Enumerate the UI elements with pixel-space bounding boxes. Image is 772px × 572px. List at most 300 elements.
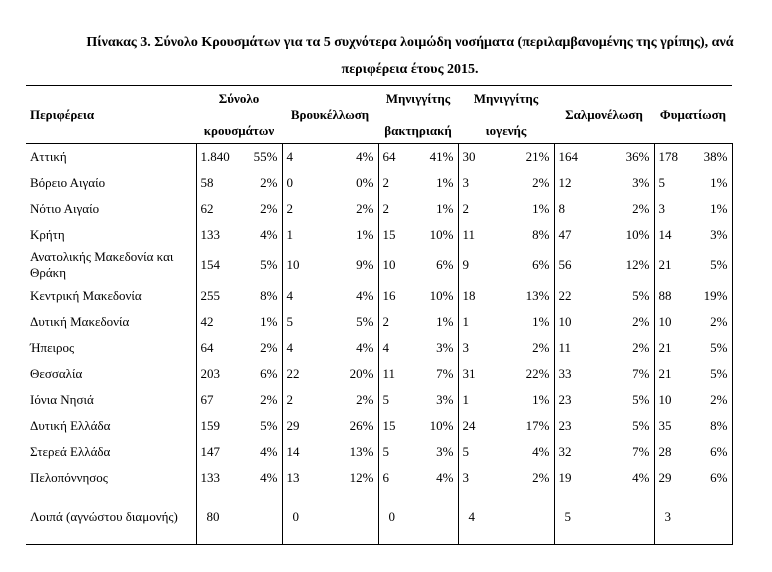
- case-percent: 13%: [349, 443, 374, 459]
- value-pair: [555, 149, 654, 165]
- value-cell: [458, 387, 554, 413]
- value-cell: [654, 465, 732, 491]
- case-percent: 3%: [436, 339, 454, 355]
- case-percent: 4%: [356, 339, 374, 355]
- region-name: Λοιπά (αγνώστου διαμονής): [30, 509, 178, 525]
- case-count: 29: [658, 469, 672, 485]
- case-percent: 19%: [703, 287, 728, 303]
- value-pair: [655, 509, 732, 525]
- value-cell: [378, 465, 458, 491]
- case-count: 5: [382, 443, 389, 459]
- value-pair: [283, 175, 378, 191]
- case-percent: 2%: [710, 313, 728, 329]
- cases-table: [26, 85, 733, 545]
- case-percent: 5%: [710, 339, 728, 355]
- value-cell: [554, 309, 654, 335]
- value-pair: [379, 227, 458, 243]
- value-pair: [379, 288, 458, 304]
- table-row: [26, 283, 732, 309]
- case-count: 3: [462, 339, 469, 355]
- case-count: 19: [558, 469, 572, 485]
- value-cell: [654, 196, 732, 222]
- value-pair: [555, 509, 654, 525]
- region-name: Θεσσαλία: [30, 365, 83, 381]
- case-count: 23: [558, 391, 572, 407]
- case-count: 4: [286, 287, 293, 303]
- value-pair: [655, 470, 732, 486]
- table-row: [26, 335, 732, 361]
- case-percent: 4%: [356, 287, 374, 303]
- case-count: 203: [200, 365, 220, 381]
- value-cell: [378, 144, 458, 170]
- case-percent: 3%: [710, 226, 728, 242]
- table-row: [26, 491, 732, 545]
- value-pair: [379, 175, 458, 191]
- case-percent: 6%: [710, 469, 728, 485]
- case-percent: 5%: [260, 417, 278, 433]
- value-cell: [196, 465, 282, 491]
- region-name: Νότιο Αιγαίο: [30, 200, 100, 216]
- value-pair: [655, 340, 732, 356]
- value-pair: [197, 288, 282, 304]
- case-percent: 3%: [436, 391, 454, 407]
- value-cell: [654, 413, 732, 439]
- case-count: 11: [382, 365, 396, 381]
- case-count: 8: [558, 200, 565, 216]
- value-pair: [459, 227, 554, 243]
- case-count: 14: [286, 443, 300, 459]
- case-percent: 2%: [710, 391, 728, 407]
- case-percent: 8%: [260, 287, 278, 303]
- value-pair: [555, 314, 654, 330]
- value-cell: [654, 439, 732, 465]
- header-salmonellosis: Σαλμονέλωση: [565, 106, 643, 122]
- case-count: 2: [382, 200, 389, 216]
- value-cell: [554, 491, 654, 545]
- case-count: 42: [200, 313, 214, 329]
- case-percent: 12%: [349, 469, 374, 485]
- case-count: 64: [200, 339, 214, 355]
- value-pair: [197, 340, 282, 356]
- case-percent: 10%: [429, 226, 454, 242]
- case-percent: 1%: [260, 313, 278, 329]
- case-count: 21: [658, 339, 672, 355]
- case-percent: 36%: [625, 148, 650, 164]
- header-tuberculosis: Φυματίωση: [659, 106, 727, 122]
- case-percent: 4%: [532, 443, 550, 459]
- value-pair: [655, 201, 732, 217]
- value-pair: [555, 175, 654, 191]
- case-count: 9: [462, 257, 469, 272]
- value-pair: [655, 288, 732, 304]
- value-pair: [283, 288, 378, 304]
- case-percent: 1%: [436, 313, 454, 329]
- value-cell: [196, 413, 282, 439]
- case-count: 10: [558, 313, 572, 329]
- case-percent: 4%: [436, 469, 454, 485]
- case-percent: 1%: [436, 174, 454, 190]
- case-percent: 2%: [532, 174, 550, 190]
- case-percent: 3%: [436, 443, 454, 459]
- case-count: 67: [200, 391, 214, 407]
- case-percent: 7%: [632, 365, 650, 381]
- value-cell: [282, 196, 378, 222]
- case-percent: 5%: [260, 257, 278, 272]
- value-pair: [459, 444, 554, 460]
- value-cell: [282, 387, 378, 413]
- value-cell: [378, 309, 458, 335]
- header-region: Περιφέρεια: [30, 106, 95, 122]
- value-cell: [654, 387, 732, 413]
- value-pair: [379, 201, 458, 217]
- case-count: 2: [286, 391, 293, 407]
- header-menv-line2: ιογενής: [485, 122, 527, 138]
- case-count: 10: [382, 257, 396, 272]
- value-pair: [379, 444, 458, 460]
- case-count: 16: [382, 287, 396, 303]
- value-cell: [554, 144, 654, 170]
- case-count: 255: [200, 287, 220, 303]
- case-percent: 5%: [632, 287, 650, 303]
- case-count: 24: [462, 417, 476, 433]
- case-percent: 38%: [703, 148, 728, 164]
- value-cell: [196, 170, 282, 196]
- case-percent: 5%: [710, 257, 728, 272]
- value-pair: [283, 314, 378, 330]
- case-count: 164: [558, 148, 578, 164]
- value-cell: [196, 491, 282, 545]
- header-brucellosis: Βρουκέλλωση: [290, 106, 370, 122]
- value-pair: [655, 366, 732, 382]
- value-pair: [655, 444, 732, 460]
- region-name: Αττική: [30, 148, 67, 164]
- case-percent: 2%: [260, 200, 278, 216]
- header-menv-line1: Μηνιγγίτης: [473, 90, 539, 106]
- value-cell: [378, 491, 458, 545]
- value-pair: [459, 392, 554, 408]
- value-pair: [655, 227, 732, 243]
- value-pair: [283, 149, 378, 165]
- value-pair: [197, 366, 282, 382]
- value-cell: [196, 222, 282, 248]
- value-cell: [378, 387, 458, 413]
- case-count: 5: [462, 443, 469, 459]
- value-cell: [196, 144, 282, 170]
- case-count: 47: [558, 226, 572, 242]
- case-count: 31: [462, 365, 476, 381]
- value-cell: [282, 309, 378, 335]
- value-pair: [197, 257, 282, 273]
- value-pair: [655, 314, 732, 330]
- case-percent: 6%: [532, 257, 550, 272]
- value-cell: [654, 491, 732, 545]
- case-percent: 10%: [429, 417, 454, 433]
- header-total-line2: κρουσμάτων: [203, 122, 275, 138]
- region-name: Ανατολικής Μακεδονία και Θράκη: [30, 249, 174, 280]
- case-count: 2: [382, 174, 389, 190]
- value-pair: [197, 314, 282, 330]
- table-header-row: [26, 86, 732, 144]
- value-pair: [379, 392, 458, 408]
- value-cell: [654, 283, 732, 309]
- value-pair: [379, 418, 458, 434]
- value-pair: [283, 227, 378, 243]
- case-count: 15: [382, 226, 396, 242]
- value-cell: [458, 335, 554, 361]
- region-name: Ήπειρος: [30, 339, 75, 355]
- value-cell: [196, 196, 282, 222]
- case-percent: 2%: [532, 469, 550, 485]
- value-pair: [197, 418, 282, 434]
- case-percent: 4%: [260, 469, 278, 485]
- case-percent: 17%: [525, 417, 550, 433]
- value-cell: [282, 413, 378, 439]
- case-count: 10: [286, 257, 300, 272]
- value-pair: [459, 201, 554, 217]
- header-menb-line2: βακτηριακή: [384, 122, 452, 138]
- value-pair: [555, 257, 654, 273]
- case-count: 80: [206, 509, 220, 525]
- value-pair: [459, 149, 554, 165]
- case-count: 35: [658, 417, 672, 433]
- value-pair: [459, 340, 554, 356]
- header-meningitis-viral: [458, 86, 554, 144]
- value-cell: [196, 387, 282, 413]
- value-pair: [655, 418, 732, 434]
- case-count: 58: [200, 174, 214, 190]
- value-pair: [459, 288, 554, 304]
- value-pair: [555, 444, 654, 460]
- case-count: 88: [658, 287, 672, 303]
- value-cell: [654, 144, 732, 170]
- value-pair: [459, 314, 554, 330]
- case-percent: 1%: [710, 200, 728, 216]
- value-cell: [554, 170, 654, 196]
- value-cell: [654, 335, 732, 361]
- value-pair: [379, 257, 458, 273]
- table-row: [26, 361, 732, 387]
- value-cell: [282, 491, 378, 545]
- value-cell: [458, 465, 554, 491]
- case-percent: 13%: [525, 287, 550, 303]
- region-name: Κεντρική Μακεδονία: [30, 287, 142, 303]
- case-count: 0: [286, 174, 293, 190]
- case-count: 28: [658, 443, 672, 459]
- case-percent: 2%: [260, 391, 278, 407]
- case-count: 3: [462, 174, 469, 190]
- value-cell: [282, 283, 378, 309]
- value-pair: [555, 227, 654, 243]
- case-percent: 2%: [632, 313, 650, 329]
- case-count: 1: [462, 313, 469, 329]
- case-percent: 4%: [632, 469, 650, 485]
- case-percent: 2%: [356, 200, 374, 216]
- case-percent: 2%: [356, 391, 374, 407]
- table-row: [26, 387, 732, 413]
- case-percent: 8%: [710, 417, 728, 433]
- region-name: Δυτική Ελλάδα: [30, 417, 111, 433]
- value-pair: [283, 392, 378, 408]
- value-pair: [655, 392, 732, 408]
- value-cell: [458, 222, 554, 248]
- case-count: 2: [382, 313, 389, 329]
- table-row: [26, 144, 732, 170]
- region-name: Βόρειο Αιγαίο: [30, 174, 106, 190]
- case-count: 3: [658, 200, 665, 216]
- value-cell: [458, 439, 554, 465]
- value-cell: [196, 309, 282, 335]
- case-percent: 7%: [632, 443, 650, 459]
- case-count: 1: [286, 226, 293, 242]
- value-cell: [378, 170, 458, 196]
- value-pair: [555, 201, 654, 217]
- case-count: 4: [286, 148, 293, 164]
- value-pair: [655, 149, 732, 165]
- case-percent: 22%: [525, 365, 550, 381]
- value-pair: [459, 509, 554, 525]
- case-count: 178: [658, 148, 678, 164]
- case-percent: 5%: [710, 365, 728, 381]
- value-pair: [283, 470, 378, 486]
- case-percent: 8%: [532, 226, 550, 242]
- table-row: [26, 222, 732, 248]
- case-count: 62: [200, 200, 214, 216]
- case-percent: 5%: [632, 417, 650, 433]
- value-pair: [459, 257, 554, 273]
- value-cell: [282, 222, 378, 248]
- region-name: Κρήτη: [30, 226, 65, 242]
- value-cell: [196, 283, 282, 309]
- value-pair: [555, 366, 654, 382]
- value-pair: [555, 418, 654, 434]
- value-cell: [282, 248, 378, 283]
- value-pair: [197, 149, 282, 165]
- case-count: 11: [558, 339, 572, 355]
- table-row: [26, 439, 732, 465]
- value-cell: [196, 248, 282, 283]
- value-cell: [378, 283, 458, 309]
- value-pair: [197, 175, 282, 191]
- value-cell: [458, 309, 554, 335]
- value-pair: [459, 470, 554, 486]
- value-cell: [554, 361, 654, 387]
- value-cell: [654, 170, 732, 196]
- case-count: 133: [200, 226, 220, 242]
- case-percent: 1%: [532, 391, 550, 407]
- value-cell: [282, 335, 378, 361]
- value-cell: [458, 283, 554, 309]
- header-total-line1: Σύνολο: [218, 90, 260, 106]
- case-percent: 6%: [260, 365, 278, 381]
- value-cell: [654, 309, 732, 335]
- value-cell: [554, 439, 654, 465]
- case-percent: 3%: [632, 174, 650, 190]
- value-pair: [197, 227, 282, 243]
- table-caption-line-1: Πίνακας 3. Σύνολο Κρουσμάτων για τα 5 συχνότερα λοιμώδη νοσήματα (περιλαμβανομένης της γρίπης), ανά: [86, 35, 734, 50]
- value-pair: [459, 366, 554, 382]
- region-name: Ιόνια Νησιά: [30, 391, 94, 407]
- region-name: Στερεά Ελλάδα: [30, 443, 111, 459]
- case-percent: 4%: [356, 148, 374, 164]
- value-cell: [196, 335, 282, 361]
- value-pair: [283, 444, 378, 460]
- value-cell: [196, 361, 282, 387]
- case-count: 147: [200, 443, 220, 459]
- value-cell: [458, 170, 554, 196]
- value-pair: [197, 201, 282, 217]
- case-percent: 0%: [356, 174, 374, 190]
- case-count: 5: [382, 391, 389, 407]
- table-caption-line-2: περιφέρεια έτους 2015.: [341, 62, 479, 77]
- case-percent: 2%: [260, 339, 278, 355]
- value-pair: [555, 470, 654, 486]
- case-percent: 6%: [436, 257, 454, 272]
- value-pair: [197, 392, 282, 408]
- table-row: [26, 248, 732, 283]
- case-count: 15: [382, 417, 396, 433]
- value-pair: [555, 392, 654, 408]
- table-row: [26, 413, 732, 439]
- value-pair: [655, 257, 732, 273]
- value-pair: [283, 257, 378, 273]
- case-count: 23: [558, 417, 572, 433]
- value-cell: [554, 196, 654, 222]
- case-count: 14: [658, 226, 672, 242]
- table-row: [26, 309, 732, 335]
- value-cell: [554, 387, 654, 413]
- case-percent: 4%: [260, 443, 278, 459]
- case-count: 0: [388, 509, 395, 525]
- case-count: 159: [200, 417, 220, 433]
- value-pair: [197, 509, 282, 525]
- case-count: 29: [286, 417, 300, 433]
- value-pair: [197, 470, 282, 486]
- region-name: Πελοπόννησος: [30, 469, 108, 485]
- case-percent: 20%: [349, 365, 374, 381]
- value-cell: [378, 413, 458, 439]
- value-cell: [654, 361, 732, 387]
- case-count: 4: [468, 509, 475, 525]
- case-percent: 1%: [532, 313, 550, 329]
- case-count: 10: [658, 313, 672, 329]
- value-cell: [378, 439, 458, 465]
- case-percent: 6%: [710, 443, 728, 459]
- value-cell: [554, 248, 654, 283]
- value-pair: [555, 288, 654, 304]
- case-count: 2: [286, 200, 293, 216]
- case-percent: 5%: [632, 391, 650, 407]
- value-pair: [655, 175, 732, 191]
- case-count: 3: [664, 509, 671, 525]
- case-count: 32: [558, 443, 572, 459]
- value-cell: [282, 361, 378, 387]
- case-percent: 2%: [632, 200, 650, 216]
- value-cell: [378, 361, 458, 387]
- table-row: [26, 465, 732, 491]
- value-pair: [379, 314, 458, 330]
- value-cell: [378, 335, 458, 361]
- header-menb-line1: Μηνιγγίτης: [385, 90, 451, 106]
- case-percent: 1%: [532, 200, 550, 216]
- case-percent: 1%: [710, 174, 728, 190]
- case-count: 3: [462, 469, 469, 485]
- case-count: 1.840: [200, 148, 230, 164]
- value-cell: [282, 170, 378, 196]
- value-pair: [197, 444, 282, 460]
- case-count: 64: [382, 148, 396, 164]
- case-count: 11: [462, 226, 476, 242]
- case-count: 30: [462, 148, 476, 164]
